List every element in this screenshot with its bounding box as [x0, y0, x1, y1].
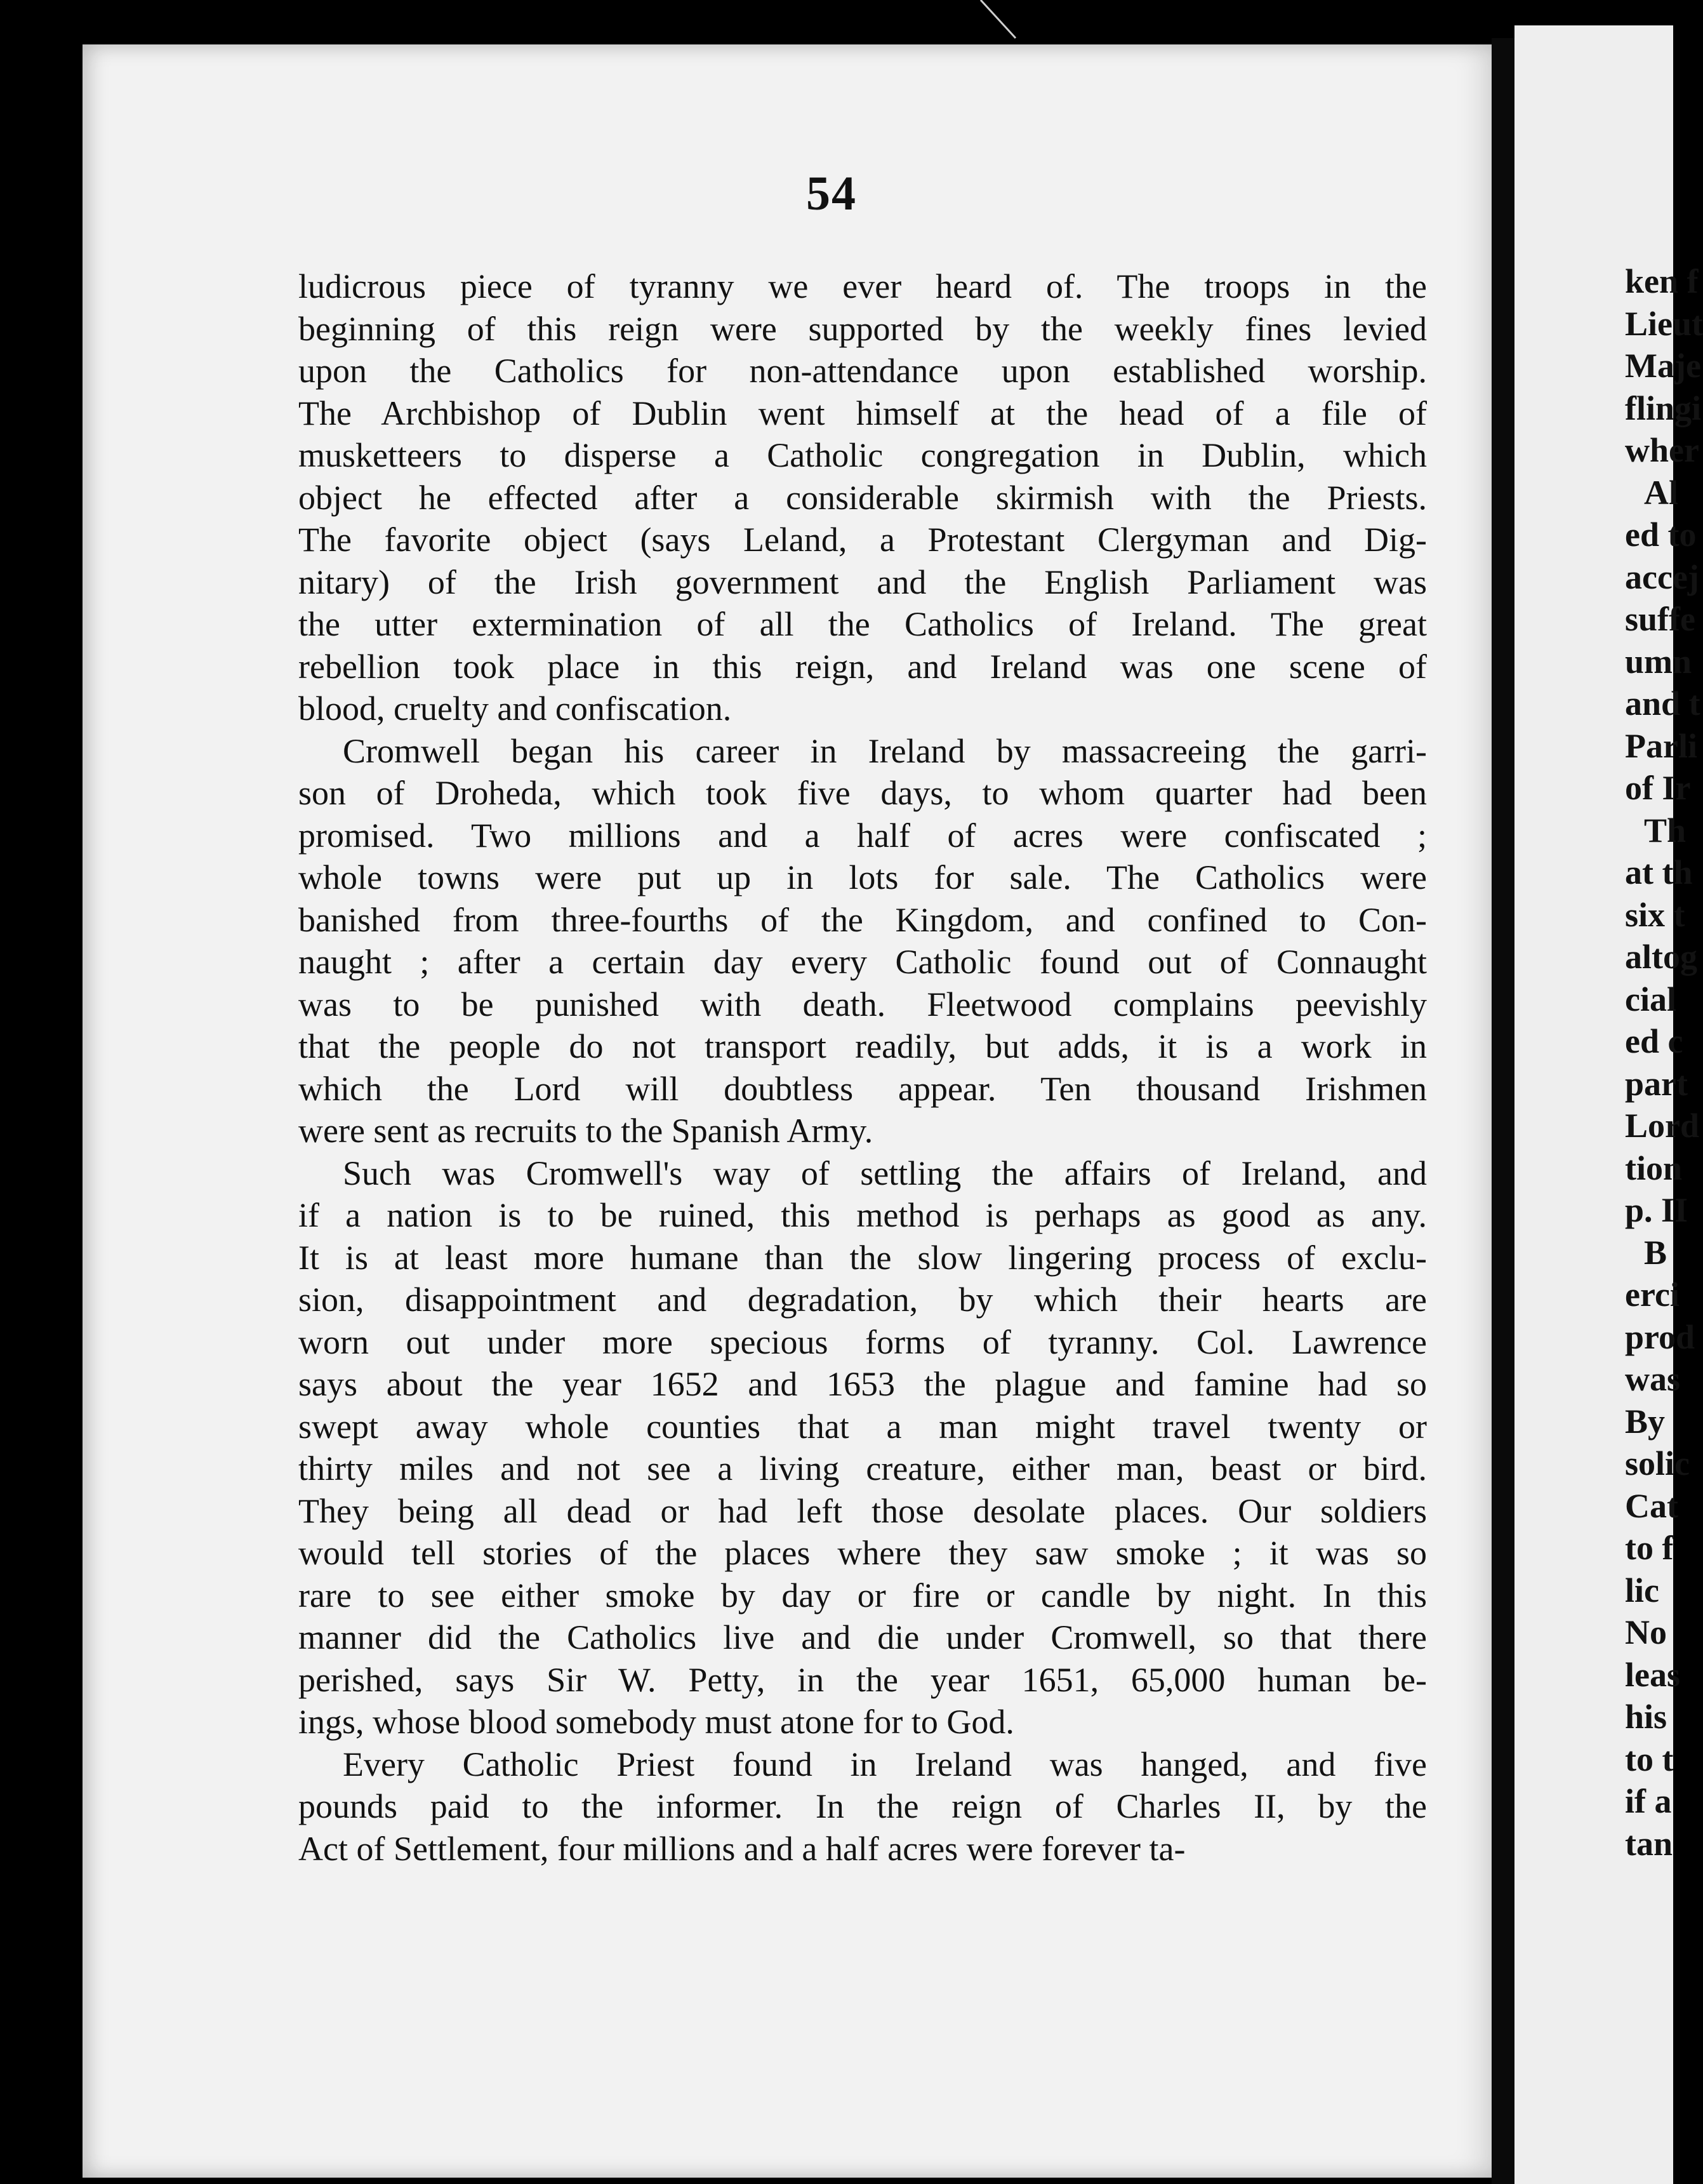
text-line: was to be punished with death. Fleetwood complains peevishly — [298, 985, 1427, 1023]
text-line: if a nation is to be ruined, this method is perhaps as good as any. — [298, 1196, 1427, 1234]
text-line: thirty miles and not see a living creature, either man, beast or bird. — [298, 1449, 1427, 1488]
facing-page-fragment: Al — [1644, 473, 1678, 512]
facing-page-fragment: erci — [1625, 1275, 1680, 1314]
facing-page-fragment: umn — [1625, 642, 1692, 681]
text-line: ings, whose blood somebody must atone for to God. — [298, 1703, 1014, 1741]
text-line: banished from three-fourths of the Kingdom, and confined to Con- — [298, 900, 1427, 939]
text-line: manner did the Catholics live and die under Cromwell, so that there — [298, 1618, 1427, 1656]
page-number: 54 — [806, 167, 857, 220]
facing-page-fragment: six t — [1625, 895, 1685, 934]
text-line: that the people do not transport readily, but adds, it is a work in — [298, 1027, 1427, 1065]
text-line: pounds paid to the informer. In the reign of Charles II, by the — [298, 1787, 1427, 1825]
text-line: rebellion took place in this reign, and Ireland was one scene of — [298, 647, 1427, 686]
text-line: worn out under more specious forms of tyranny. Col. Lawrence — [298, 1322, 1427, 1361]
facing-page-fragment: lic — [1625, 1571, 1659, 1609]
text-line: the utter extermination of all the Catholics of Ireland. The great — [298, 605, 1427, 643]
facing-page-fragment: tan — [1625, 1824, 1673, 1863]
book-gutter — [1492, 38, 1514, 2184]
facing-page-fragment: accej — [1625, 557, 1699, 596]
text-line: The favorite object (says Leland, a Protestant Clergyman and Dig- — [298, 521, 1427, 559]
facing-page-fragment: leas — [1625, 1655, 1680, 1694]
text-line: beginning of this reign were supported by the weekly fines levied — [298, 309, 1427, 348]
text-line: which the Lord will doubtless appear. Ten thousand Irishmen — [298, 1069, 1427, 1108]
facing-page-fragment: tion — [1625, 1149, 1683, 1187]
text-line: ludicrous piece of tyranny we ever heard of. The troops in the — [298, 267, 1427, 305]
facing-page-fragment: flingi — [1625, 389, 1702, 427]
facing-page-fragment: ed to — [1625, 516, 1697, 554]
facing-page-fragment: his — [1625, 1698, 1667, 1736]
facing-page-fragment: prod — [1625, 1317, 1695, 1356]
facing-page-fragment: ken f — [1625, 262, 1699, 300]
facing-page-fragment: cial — [1625, 980, 1676, 1018]
facing-page-text — [1625, 260, 1701, 1865]
facing-page-fragment: Lord — [1625, 1107, 1700, 1145]
facing-page-fragment: p. II — [1625, 1191, 1688, 1229]
text-line: would tell stories of the places where they saw smoke ; it was so — [298, 1534, 1427, 1572]
text-line: upon the Catholics for non-attendance upon established worship. — [298, 352, 1427, 390]
facing-page-fragment: By — [1625, 1402, 1666, 1441]
text-line: says about the year 1652 and 1653 the plague and famine had so — [298, 1365, 1427, 1403]
facing-page-fragment: Maje — [1625, 347, 1701, 385]
text-line: son of Droheda, which took five days, to whom quarter had been — [298, 774, 1427, 812]
text-line: Such was Cromwell's way of settling the affairs of Ireland, and — [343, 1154, 1427, 1192]
text-line: They being all dead or had left those desolate places. Our soldiers — [298, 1491, 1427, 1530]
text-line: musketteers to disperse a Catholic congregation in Dublin, which — [298, 436, 1427, 474]
text-line: promised. Two millions and a half of acres were confiscated ; — [298, 816, 1427, 855]
text-line: blood, cruelty and confiscation. — [298, 689, 732, 728]
text-line: whole towns were put up in lots for sale. The Catholics were — [298, 858, 1427, 896]
text-line: Cromwell began his career in Ireland by massacreeing the garri- — [343, 731, 1427, 770]
text-line: were sent as recruits to the Spanish Army. — [298, 1112, 873, 1150]
facing-page-fragment: suffe — [1625, 600, 1695, 638]
text-line: The Archbishop of Dublin went himself at the head of a file of — [298, 394, 1427, 432]
text-line: It is at least more humane than the slow lingering process of exclu- — [298, 1238, 1427, 1277]
facing-page-fragment: Cat — [1625, 1486, 1678, 1525]
facing-page-fragment: Parli — [1625, 726, 1697, 765]
facing-page-fragment: wher — [1625, 431, 1699, 469]
facing-page-fragment: of Ir — [1625, 769, 1691, 807]
text-line: Act of Settlement, four millions and a half acres were forever ta- — [298, 1829, 1186, 1868]
facing-page-fragment: at th — [1625, 853, 1693, 891]
facing-page-fragment: altog — [1625, 938, 1697, 976]
facing-page-fragment: B — [1644, 1233, 1667, 1272]
text-line: perished, says Sir W. Petty, in the year 1651, 65,000 human be- — [298, 1660, 1427, 1699]
text-line: sion, disappointment and degradation, by which their hearts are — [298, 1281, 1427, 1319]
facing-page-fragment: was — [1625, 1360, 1681, 1398]
facing-page-fragment: ed c — [1625, 1022, 1683, 1060]
facing-page-fragment: to f — [1625, 1529, 1674, 1567]
facing-page-fragment: part — [1625, 1064, 1688, 1103]
text-line: nitary) of the Irish government and the English Parliament was — [298, 563, 1427, 601]
facing-page-fragment: Lieut — [1625, 304, 1703, 343]
text-line: Every Catholic Priest found in Ireland was hanged, and five — [343, 1745, 1427, 1783]
facing-page-fragment: solic — [1625, 1444, 1690, 1482]
text-line: rare to see either smoke by day or fire or candle by night. In this — [298, 1576, 1427, 1615]
facing-page-fragment: and t — [1625, 684, 1700, 722]
facing-page-fragment: Th — [1644, 811, 1686, 849]
body-text — [298, 265, 1427, 1870]
facing-page-fragment: if a — [1625, 1782, 1672, 1820]
text-line: object he effected after a considerable skirmish with the Priests. — [298, 478, 1427, 517]
facing-page-fragment: to t — [1625, 1740, 1674, 1778]
text-line: naught ; after a certain day every Catholic found out of Connaught — [298, 943, 1427, 981]
facing-page-fragment: No — [1625, 1613, 1667, 1651]
text-line: swept away whole counties that a man might travel twenty or — [298, 1407, 1427, 1446]
